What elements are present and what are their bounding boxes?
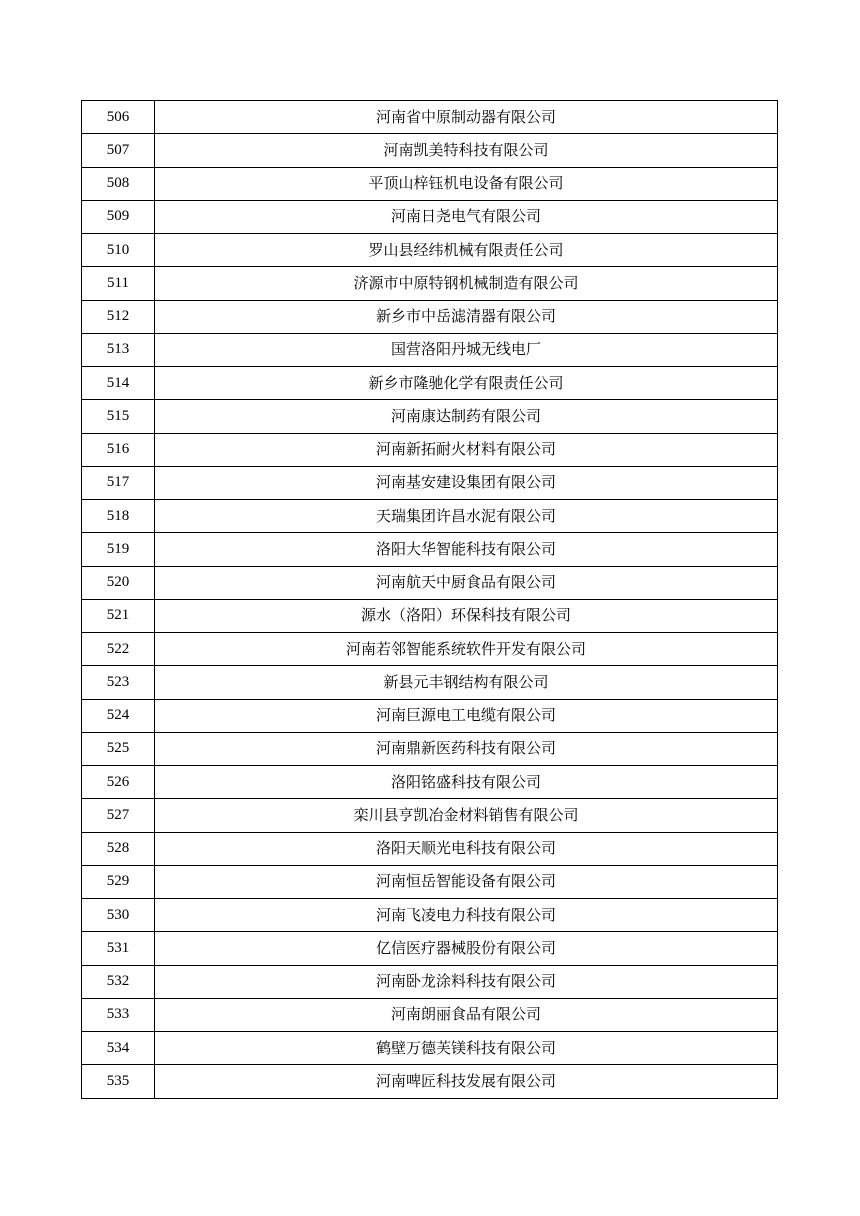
table-row <box>82 932 778 965</box>
company-name-cell: 平顶山梓钰机电设备有限公司 <box>155 167 778 200</box>
company-name-cell: 栾川县亨凯冶金材料销售有限公司 <box>155 799 778 832</box>
row-number-cell: 531 <box>82 932 155 965</box>
row-number-cell: 519 <box>82 533 155 566</box>
row-number-cell: 506 <box>82 101 155 134</box>
company-name-cell: 新县元丰钢结构有限公司 <box>155 666 778 699</box>
company-name-cell: 河南若邻智能系统软件开发有限公司 <box>155 633 778 666</box>
table-row <box>82 433 778 466</box>
company-name-cell: 河南啤匠科技发展有限公司 <box>155 1065 778 1098</box>
table-row <box>82 300 778 333</box>
company-name-cell: 新乡市隆驰化学有限责任公司 <box>155 367 778 400</box>
table-row <box>82 566 778 599</box>
table-row <box>82 633 778 666</box>
table-row <box>82 400 778 433</box>
row-number-cell: 534 <box>82 1032 155 1065</box>
row-number-cell: 518 <box>82 500 155 533</box>
table-row <box>82 466 778 499</box>
company-name-cell: 河南鼎新医药科技有限公司 <box>155 732 778 765</box>
company-name-cell: 河南新拓耐火材料有限公司 <box>155 433 778 466</box>
row-number-cell: 530 <box>82 899 155 932</box>
company-name-cell: 新乡市中岳滤清器有限公司 <box>155 300 778 333</box>
row-number-cell: 522 <box>82 633 155 666</box>
company-name-cell: 河南凯美特科技有限公司 <box>155 134 778 167</box>
table-row <box>82 101 778 134</box>
table-row <box>82 367 778 400</box>
table-row <box>82 732 778 765</box>
row-number-cell: 533 <box>82 998 155 1031</box>
row-number-cell: 527 <box>82 799 155 832</box>
company-name-cell: 河南康达制药有限公司 <box>155 400 778 433</box>
row-number-cell: 514 <box>82 367 155 400</box>
table-row <box>82 267 778 300</box>
company-name-cell: 河南恒岳智能设备有限公司 <box>155 865 778 898</box>
row-number-cell: 508 <box>82 167 155 200</box>
company-name-cell: 洛阳大华智能科技有限公司 <box>155 533 778 566</box>
table-row <box>82 200 778 233</box>
table-row <box>82 1065 778 1098</box>
company-list-table <box>81 100 778 1099</box>
row-number-cell: 529 <box>82 865 155 898</box>
row-number-cell: 510 <box>82 234 155 267</box>
table-row <box>82 500 778 533</box>
table-row <box>82 167 778 200</box>
row-number-cell: 517 <box>82 466 155 499</box>
company-name-cell: 河南日尧电气有限公司 <box>155 200 778 233</box>
row-number-cell: 523 <box>82 666 155 699</box>
company-name-cell: 河南基安建设集团有限公司 <box>155 466 778 499</box>
table-row <box>82 799 778 832</box>
company-name-cell: 国营洛阳丹城无线电厂 <box>155 333 778 366</box>
table-row <box>82 666 778 699</box>
row-number-cell: 524 <box>82 699 155 732</box>
company-name-cell: 河南卧龙涂料科技有限公司 <box>155 965 778 998</box>
company-name-cell: 济源市中原特钢机械制造有限公司 <box>155 267 778 300</box>
company-name-cell: 洛阳天顺光电科技有限公司 <box>155 832 778 865</box>
company-name-cell: 河南巨源电工电缆有限公司 <box>155 699 778 732</box>
table-row <box>82 998 778 1031</box>
row-number-cell: 535 <box>82 1065 155 1098</box>
company-name-cell: 洛阳铭盛科技有限公司 <box>155 766 778 799</box>
company-name-cell: 河南省中原制动器有限公司 <box>155 101 778 134</box>
table-row <box>82 766 778 799</box>
table-row <box>82 533 778 566</box>
company-name-cell: 河南朗丽食品有限公司 <box>155 998 778 1031</box>
table-row <box>82 899 778 932</box>
table-row <box>82 865 778 898</box>
row-number-cell: 513 <box>82 333 155 366</box>
company-name-cell: 罗山县经纬机械有限责任公司 <box>155 234 778 267</box>
table-row <box>82 1032 778 1065</box>
table-row <box>82 699 778 732</box>
table-row <box>82 965 778 998</box>
row-number-cell: 528 <box>82 832 155 865</box>
table-row <box>82 333 778 366</box>
table-row <box>82 134 778 167</box>
company-name-cell: 亿信医疗器械股份有限公司 <box>155 932 778 965</box>
row-number-cell: 511 <box>82 267 155 300</box>
company-name-cell: 天瑞集团许昌水泥有限公司 <box>155 500 778 533</box>
company-name-cell: 鹤壁万德芙镁科技有限公司 <box>155 1032 778 1065</box>
company-name-cell: 河南航天中厨食品有限公司 <box>155 566 778 599</box>
row-number-cell: 507 <box>82 134 155 167</box>
row-number-cell: 509 <box>82 200 155 233</box>
row-number-cell: 521 <box>82 599 155 632</box>
table-row <box>82 599 778 632</box>
row-number-cell: 520 <box>82 566 155 599</box>
row-number-cell: 532 <box>82 965 155 998</box>
row-number-cell: 515 <box>82 400 155 433</box>
company-name-cell: 源水（洛阳）环保科技有限公司 <box>155 599 778 632</box>
row-number-cell: 512 <box>82 300 155 333</box>
table-row <box>82 832 778 865</box>
row-number-cell: 526 <box>82 766 155 799</box>
row-number-cell: 525 <box>82 732 155 765</box>
company-name-cell: 河南飞凌电力科技有限公司 <box>155 899 778 932</box>
table-body <box>82 101 778 1099</box>
table-row <box>82 234 778 267</box>
row-number-cell: 516 <box>82 433 155 466</box>
